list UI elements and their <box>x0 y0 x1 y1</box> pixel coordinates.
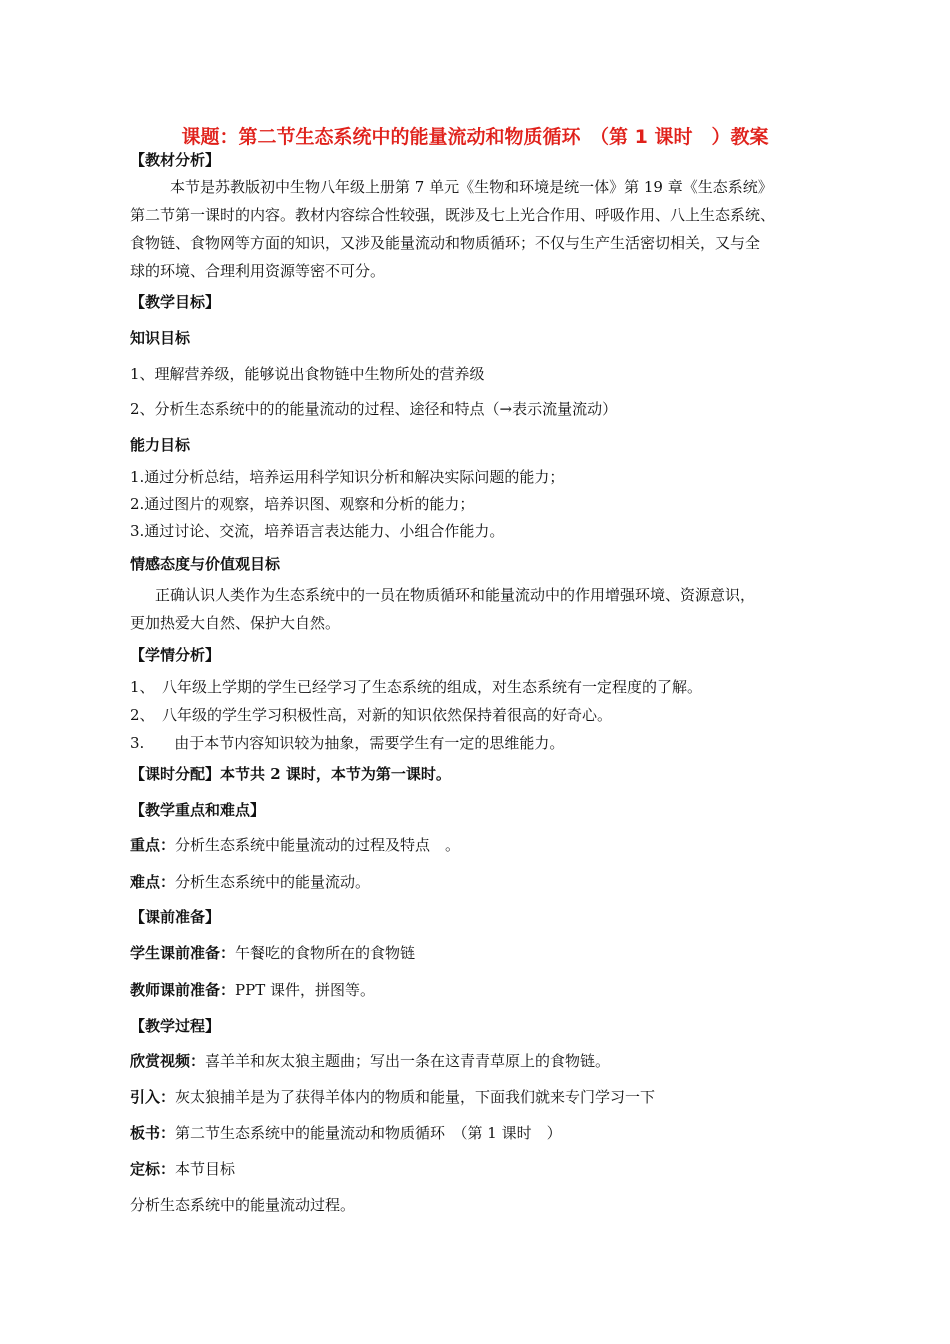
heading-teaching-process: 【教学过程】 <box>130 1017 221 1035</box>
document-title: 课题：第二节生态系统中的能量流动和物质循环 （第 1 课时 ）教案 <box>181 126 769 148</box>
video-line <box>130 1051 610 1071</box>
difficulty-label: 难点： <box>130 873 176 891</box>
analysis-line-2: 第二节第一课时的内容。教材内容综合性较强，既涉及七上光合作用、呼吸作用、八上生态系统、 <box>130 206 776 224</box>
ability-goal-1: 1.通过分析总结，培养运用科学知识分析和解决实际问题的能力； <box>130 468 565 486</box>
heading-teaching-goals: 【教学目标】 <box>130 293 221 311</box>
intro-line <box>130 1087 655 1107</box>
heading-student-analysis: 【学情分析】 <box>130 646 221 664</box>
difficulty-line <box>130 872 370 892</box>
ability-goal-3: 3.通过讨论、交流，培养语言表达能力、小组合作能力。 <box>130 522 505 540</box>
heading-key-points: 【教学重点和难点】 <box>130 801 266 819</box>
student-analysis-3: 3. 由于本节内容知识较为抽象，需要学生有一定的思维能力。 <box>130 734 565 752</box>
difficulty-text: 分析生态系统中的能量流动。 <box>175 873 371 891</box>
board-label: 板书： <box>130 1124 176 1142</box>
analysis-line-1: 本节是苏教版初中生物八年级上册第 7 单元《生物和环境是统一体》第 19 章《生态系统》 <box>170 178 773 196</box>
heading-emotion-goals: 情感态度与价值观目标 <box>130 555 281 573</box>
intro-label: 引入： <box>130 1088 176 1106</box>
video-label: 欣赏视频： <box>130 1052 206 1070</box>
ability-goal-2: 2.通过图片的观察，培养识图、观察和分析的能力； <box>130 495 475 513</box>
heading-ability-goals: 能力目标 <box>130 436 191 454</box>
schedule-line: 【课时分配】本节共 2 课时，本节为第一课时。 <box>130 765 451 783</box>
student-prep-line <box>130 943 415 963</box>
knowledge-goal-2: 2、分析生态系统中的的能量流动的过程、途径和特点（→表示流量流动） <box>130 400 618 418</box>
heading-material-analysis: 【教材分析】 <box>130 151 221 169</box>
analysis-line-4: 球的环境、合理利用资源等密不可分。 <box>130 262 386 280</box>
teacher-prep-label: 教师课前准备： <box>130 981 236 999</box>
teacher-prep-line <box>130 980 375 1000</box>
heading-preparation: 【课前准备】 <box>130 908 221 926</box>
analysis-line-3: 食物链、食物网等方面的知识，又涉及能量流动和物质循环；不仅与生产生活密切相关，又与全 <box>130 234 761 252</box>
intro-text: 灰太狼捕羊是为了获得羊体内的物质和能量，下面我们就来专门学习一下 <box>175 1088 656 1106</box>
emotion-goal-line-2: 更加热爱大自然、保护大自然。 <box>130 614 341 632</box>
target-detail-line: 分析生态系统中的能量流动过程。 <box>130 1196 356 1214</box>
focus-text: 分析生态系统中能量流动的过程及特点 。 <box>175 836 461 854</box>
emotion-goal-line-1: 正确认识人类作为生态系统中的一员在物质循环和能量流动中的作用增强环境、资源意识， <box>155 586 756 604</box>
knowledge-goal-1: 1、理解营养级，能够说出食物链中生物所处的营养级 <box>130 365 485 383</box>
target-text: 本节目标 <box>175 1160 236 1178</box>
focus-label: 重点： <box>130 836 176 854</box>
student-prep-text: 午餐吃的食物所在的食物链 <box>235 944 416 962</box>
student-analysis-2: 2、 八年级的学生学习积极性高，对新的知识依然保持着很高的好奇心。 <box>130 706 613 724</box>
student-analysis-1: 1、 八年级上学期的学生已经学习了生态系统的组成，对生态系统有一定程度的了解。 <box>130 678 703 696</box>
video-text: 喜羊羊和灰太狼主题曲；写出一条在这青青草原上的食物链。 <box>205 1052 611 1070</box>
board-line <box>130 1123 562 1143</box>
board-text: 第二节生态系统中的能量流动和物质循环 （第 1 课时 ） <box>175 1124 562 1142</box>
target-label: 定标： <box>130 1160 176 1178</box>
teacher-prep-text: PPT 课件，拼图等。 <box>235 981 375 999</box>
student-prep-label: 学生课前准备： <box>130 944 236 962</box>
heading-knowledge-goals: 知识目标 <box>130 329 191 347</box>
focus-line <box>130 835 460 855</box>
target-line <box>130 1159 235 1179</box>
